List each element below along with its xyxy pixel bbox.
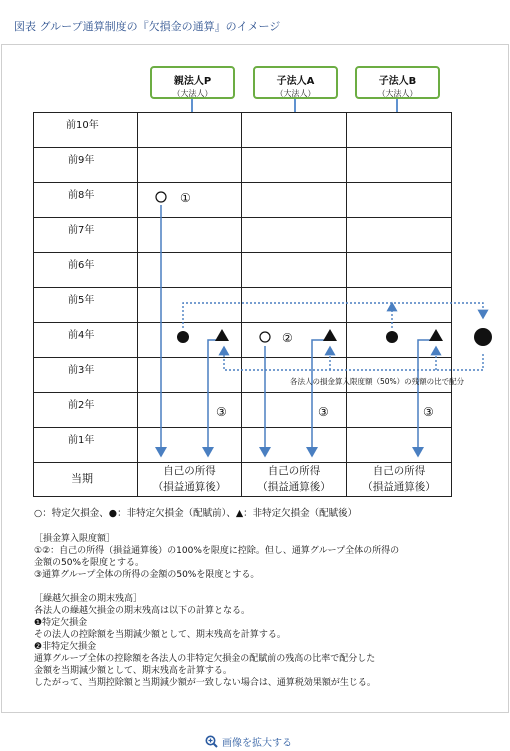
- income-note: （損益通算後）: [257, 481, 331, 493]
- allocated-loss-triangle-a: [323, 329, 337, 341]
- table-grid: [34, 112, 452, 497]
- entity-size: （大法人）: [172, 89, 213, 98]
- label-marker-3-a: ③: [318, 405, 329, 419]
- row-label: 前7年: [68, 225, 95, 236]
- specific-loss-circle-p: [156, 192, 166, 202]
- income-cell-b: [347, 463, 451, 495]
- connectors: [192, 99, 397, 112]
- label-marker-2: ②: [282, 331, 293, 345]
- zoom-in-icon: [205, 735, 218, 748]
- pooled-loss-dot: [474, 328, 492, 346]
- limit-line: ③通算グループ全体の所得の金額の50%を限度とする。: [34, 570, 260, 580]
- carry-heading: ［繰越欠損金の期末残高］: [34, 594, 143, 604]
- income-note: （損益通算後）: [152, 481, 227, 493]
- row-label-current: 当期: [71, 472, 93, 485]
- specific-loss-circle-a: [260, 332, 270, 342]
- row-label: 前5年: [68, 295, 95, 306]
- row-label: 前10年: [66, 120, 99, 131]
- limit-line: ①②：自己の所得（損益通算後）の100%を限度に控除。但し、通算グループ全体の所得の: [34, 546, 400, 556]
- row-label: 前8年: [68, 190, 95, 201]
- carry-line: したがって、当期控除額と当期減少額が一致しない場合は、通算税効果額が生じる。: [34, 678, 376, 688]
- allocated-loss-triangle-p: [215, 329, 229, 341]
- carry-line: 通算グループ全体の控除額を各法人の非特定欠損金の配賦前の残高の比率で配分した: [34, 654, 376, 664]
- enlarge-image-link[interactable]: [205, 734, 292, 749]
- legend: ○：特定欠損金、●：非特定欠損金（配賦前）、▲：非特定欠損金（配賦後）: [34, 508, 358, 519]
- income-cell-a: [242, 463, 346, 495]
- entity-size: （大法人）: [377, 89, 418, 98]
- carry-line: 各法人の繰越欠損金の期末残高は以下の計算となる。: [34, 606, 251, 616]
- enlarge-label[interactable]: 画像を拡大する: [222, 738, 292, 749]
- nonspecific-loss-dot-p: [177, 331, 189, 343]
- row-label: 前1年: [68, 435, 95, 446]
- income-line: 自己の所得: [267, 465, 321, 477]
- row-label: 前9年: [68, 155, 95, 166]
- entity-name: 子法人A: [276, 76, 315, 87]
- carry-line: 金額を当期減少額として、期末残高を計算する。: [34, 666, 232, 676]
- label-marker-3-p: ③: [216, 405, 227, 419]
- allocation-note: 各法人の損金算入限度額（50%）の残額の比で配分: [290, 377, 465, 386]
- row-label: 前4年: [68, 330, 95, 341]
- limit-heading: ［損金算入限度額］: [34, 534, 116, 544]
- row-label: 前2年: [68, 400, 95, 411]
- limit-line: 金額の50%を限度とする。: [34, 558, 145, 568]
- income-cell-p: [138, 463, 241, 495]
- figure-title: 図表 グループ通算制度の『欠損金の通算』のイメージ: [14, 20, 281, 33]
- entity-size: （大法人）: [275, 89, 316, 98]
- income-line: 自己の所得: [372, 465, 426, 477]
- income-line: 自己の所得: [163, 465, 216, 477]
- entity-name: 子法人B: [378, 76, 417, 87]
- carry-line: ❷非特定欠損金: [34, 642, 97, 652]
- allocated-loss-triangle-b: [429, 329, 443, 341]
- carry-line: その法人の控除額を当期減少額として、期末残高を計算する。: [34, 630, 286, 640]
- deduction-arrows: [161, 205, 432, 456]
- nonspecific-loss-dot-b: [386, 331, 398, 343]
- row-label: 前3年: [68, 365, 95, 376]
- entity-name: 親法人P: [173, 76, 212, 87]
- income-note: （損益通算後）: [362, 481, 436, 493]
- row-label: 前6年: [68, 260, 95, 271]
- label-marker-3-b: ③: [423, 405, 434, 419]
- carry-line: ❶特定欠損金: [34, 618, 88, 628]
- label-marker-1: ①: [180, 191, 191, 205]
